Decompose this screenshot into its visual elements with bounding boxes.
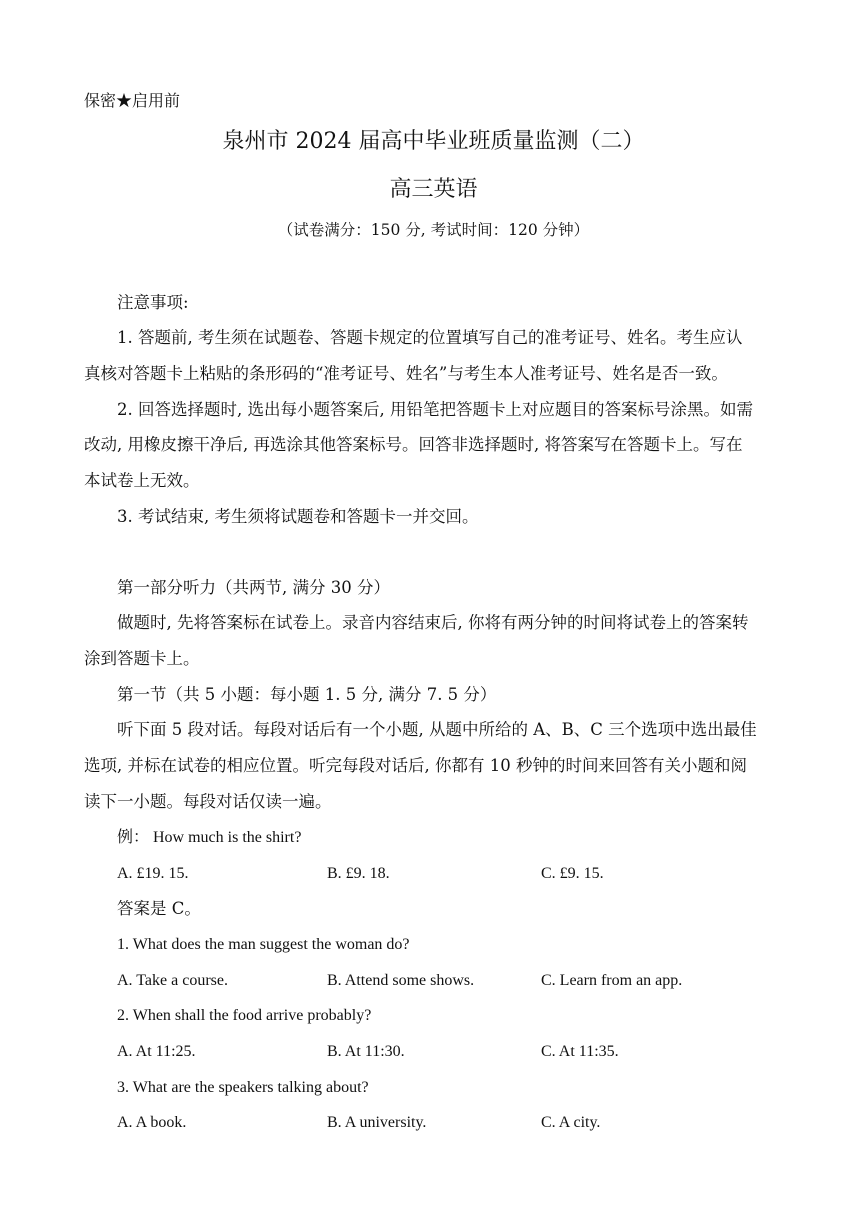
section1-heading: 第一节（共 5 小题：每小题 1. 5 分, 满分 7. 5 分）: [117, 685, 497, 704]
example-option-a: A. £19. 15.: [117, 865, 189, 882]
note-1-line-1: 1. 答题前, 考生须在试题卷、答题卡规定的位置填写自己的准考证号、姓名。考生应认: [117, 328, 743, 347]
example-answer: 答案是 C。: [117, 899, 201, 918]
section1-line-2: 选项, 并标在试卷的相应位置。听完每段对话后, 你都有 10 秒钟的时间来回答有关小题和阅: [84, 756, 747, 775]
exam-meta: （试卷满分：150 分, 考试时间：120 分钟）: [277, 221, 590, 239]
question-2-text: 2. When shall the food arrive probably?: [117, 1007, 372, 1024]
question-2-option-c: C. At 11:35.: [541, 1043, 619, 1060]
question-3-option-a: A. A book.: [117, 1114, 187, 1131]
section1-line-3: 读下一小题。每段对话仅读一遍。: [84, 792, 332, 811]
note-3-line-1: 3. 考试结束, 考生须将试题卷和答题卡一并交回。: [117, 507, 479, 526]
page-subtitle: 高三英语: [389, 177, 478, 202]
example-question: 例： How much is the shirt?: [117, 829, 302, 846]
question-3-option-c: C. A city.: [541, 1114, 601, 1131]
example-option-b: B. £9. 18.: [327, 865, 390, 882]
example-option-c: C. £9. 15.: [541, 865, 604, 882]
section1-line-1: 听下面 5 段对话。每段对话后有一个小题, 从题中所给的 A、B、C 三个选项中选出最佳: [117, 720, 757, 739]
question-1-option-c: C. Learn from an app.: [541, 972, 683, 989]
page-title: 泉州市 2024 届高中毕业班质量监测（二）: [222, 129, 645, 154]
question-3-text: 3. What are the speakers talking about?: [117, 1079, 369, 1096]
note-1-line-2: 真核对答题卡上粘贴的条形码的“准考证号、姓名”与考生本人准考证号、姓名是否一致。: [84, 364, 728, 383]
note-2-line-2: 改动, 用橡皮擦干净后, 再选涂其他答案标号。回答非选择题时, 将答案写在答题卡上。写在: [84, 435, 743, 454]
question-3-option-b: B. A university.: [327, 1114, 427, 1131]
question-1-text: 1. What does the man suggest the woman do?: [117, 936, 410, 953]
note-2-line-3: 本试卷上无效。: [84, 471, 200, 490]
question-2-option-a: A. At 11:25.: [117, 1043, 196, 1060]
note-2-line-1: 2. 回答选择题时, 选出每小题答案后, 用铅笔把答题卡上对应题目的答案标号涂黑。如需: [117, 400, 753, 419]
part1-intro-line-2: 涂到答题卡上。: [84, 649, 200, 668]
notes-heading: 注意事项:: [117, 293, 189, 312]
part1-heading: 第一部分听力（共两节, 满分 30 分）: [117, 578, 390, 597]
question-1-option-b: B. Attend some shows.: [327, 972, 475, 989]
confidential-mark: 保密★启用前: [84, 91, 181, 110]
question-1-option-a: A. Take a course.: [117, 972, 228, 989]
question-2-option-b: B. At 11:30.: [327, 1043, 405, 1060]
part1-intro-line-1: 做题时, 先将答案标在试卷上。录音内容结束后, 你将有两分钟的时间将试卷上的答案转: [117, 613, 749, 632]
